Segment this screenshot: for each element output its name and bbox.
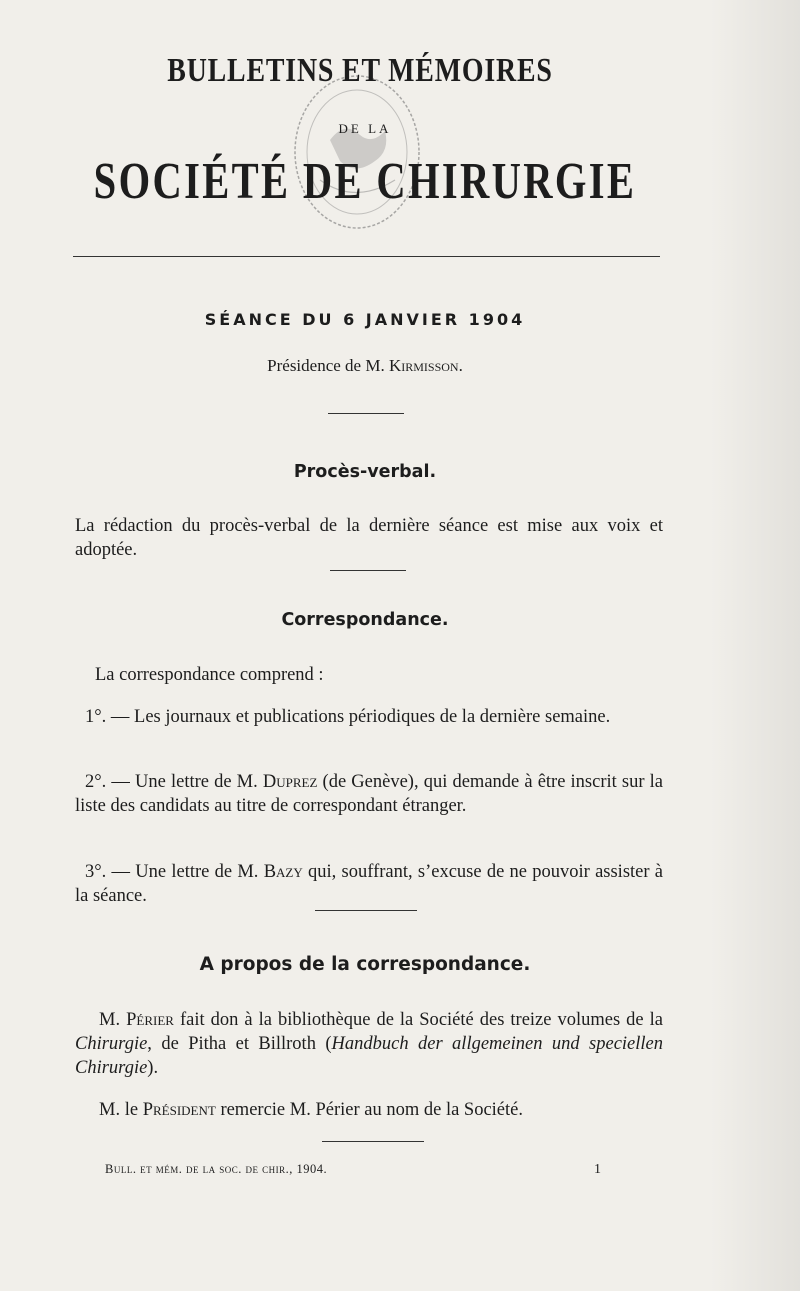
session-title: SÉANCE DU 6 JANVIER 1904 <box>204 310 526 329</box>
correspondance-item-1: 1°. — Les journaux et publications périodiques de la dernière semaine. <box>85 707 611 727</box>
journal-title-de-la: DE LA <box>338 121 392 136</box>
journal-title-line1: BULLETINS ET MÉMOIRES <box>167 52 553 89</box>
divider-2 <box>330 570 406 571</box>
presidence-line <box>0 356 730 376</box>
item3-name: Bazy <box>263 862 303 882</box>
header-rule <box>73 256 660 257</box>
p2-text: remercie M. Périer au nom de la Société. <box>220 1100 523 1120</box>
correspondance-item-2 <box>75 770 663 818</box>
correspondance-intro: La correspondance comprend : <box>95 665 324 685</box>
footer-citation: Bull. et mém. de la soc. de chir., 1904. <box>105 1162 328 1176</box>
heading-correspondance: Correspondance. <box>281 610 449 630</box>
item3-prefix: 3°. — Une lettre de M. <box>85 862 259 882</box>
divider-1 <box>328 413 404 414</box>
presidence-prefix: Présidence de M. <box>267 356 385 375</box>
correspondance-item-3 <box>75 860 663 908</box>
a-propos-paragraph-2 <box>75 1098 663 1122</box>
p1-name: Périer <box>126 1010 174 1030</box>
divider-4 <box>322 1141 424 1142</box>
item2-rest: (de Genève), qui demande à être inscrit sur la liste des candidats au titre de correspondant étranger. <box>75 772 663 816</box>
p1-italic-handbuch: Handbuch der allgemeinen und speciellen Chirurgie <box>75 1034 663 1078</box>
item2-name: Duprez <box>262 772 318 792</box>
heading-proces-verbal: Procès-verbal. <box>293 462 437 482</box>
p1-italic-chirurgie: Chirurgie <box>75 1034 148 1054</box>
a-propos-paragraph-1 <box>75 1008 663 1080</box>
presidence-name: Kirmisson <box>388 356 459 375</box>
p1-text-3: ). <box>147 1058 159 1078</box>
p2-name: Président <box>142 1100 216 1120</box>
p1-text-2: , de Pitha et Billroth ( <box>147 1034 332 1054</box>
item2-prefix: 2°. — Une lettre de M. <box>85 772 258 792</box>
page-edge-shadow <box>710 0 800 1291</box>
presidence-suffix: . <box>458 356 463 375</box>
p1-text: fait don à la bibliothèque de la Société des treize volumes de la <box>179 1010 664 1030</box>
p2-prefix: M. le <box>99 1100 139 1120</box>
p1-prefix: M. <box>99 1010 121 1030</box>
page-number: 1 <box>594 1162 601 1177</box>
item3-rest: qui, souffrant, s’excuse de ne pouvoir assister à la séance. <box>75 862 663 906</box>
divider-3 <box>315 910 417 911</box>
proces-verbal-text: La rédaction du procès-verbal de la dernière séance est mise aux voix et adoptée. <box>75 516 663 560</box>
journal-title-line2: SOCIÉTÉ DE CHIRURGIE <box>93 153 637 210</box>
heading-a-propos: A propos de la correspondance. <box>199 954 531 975</box>
